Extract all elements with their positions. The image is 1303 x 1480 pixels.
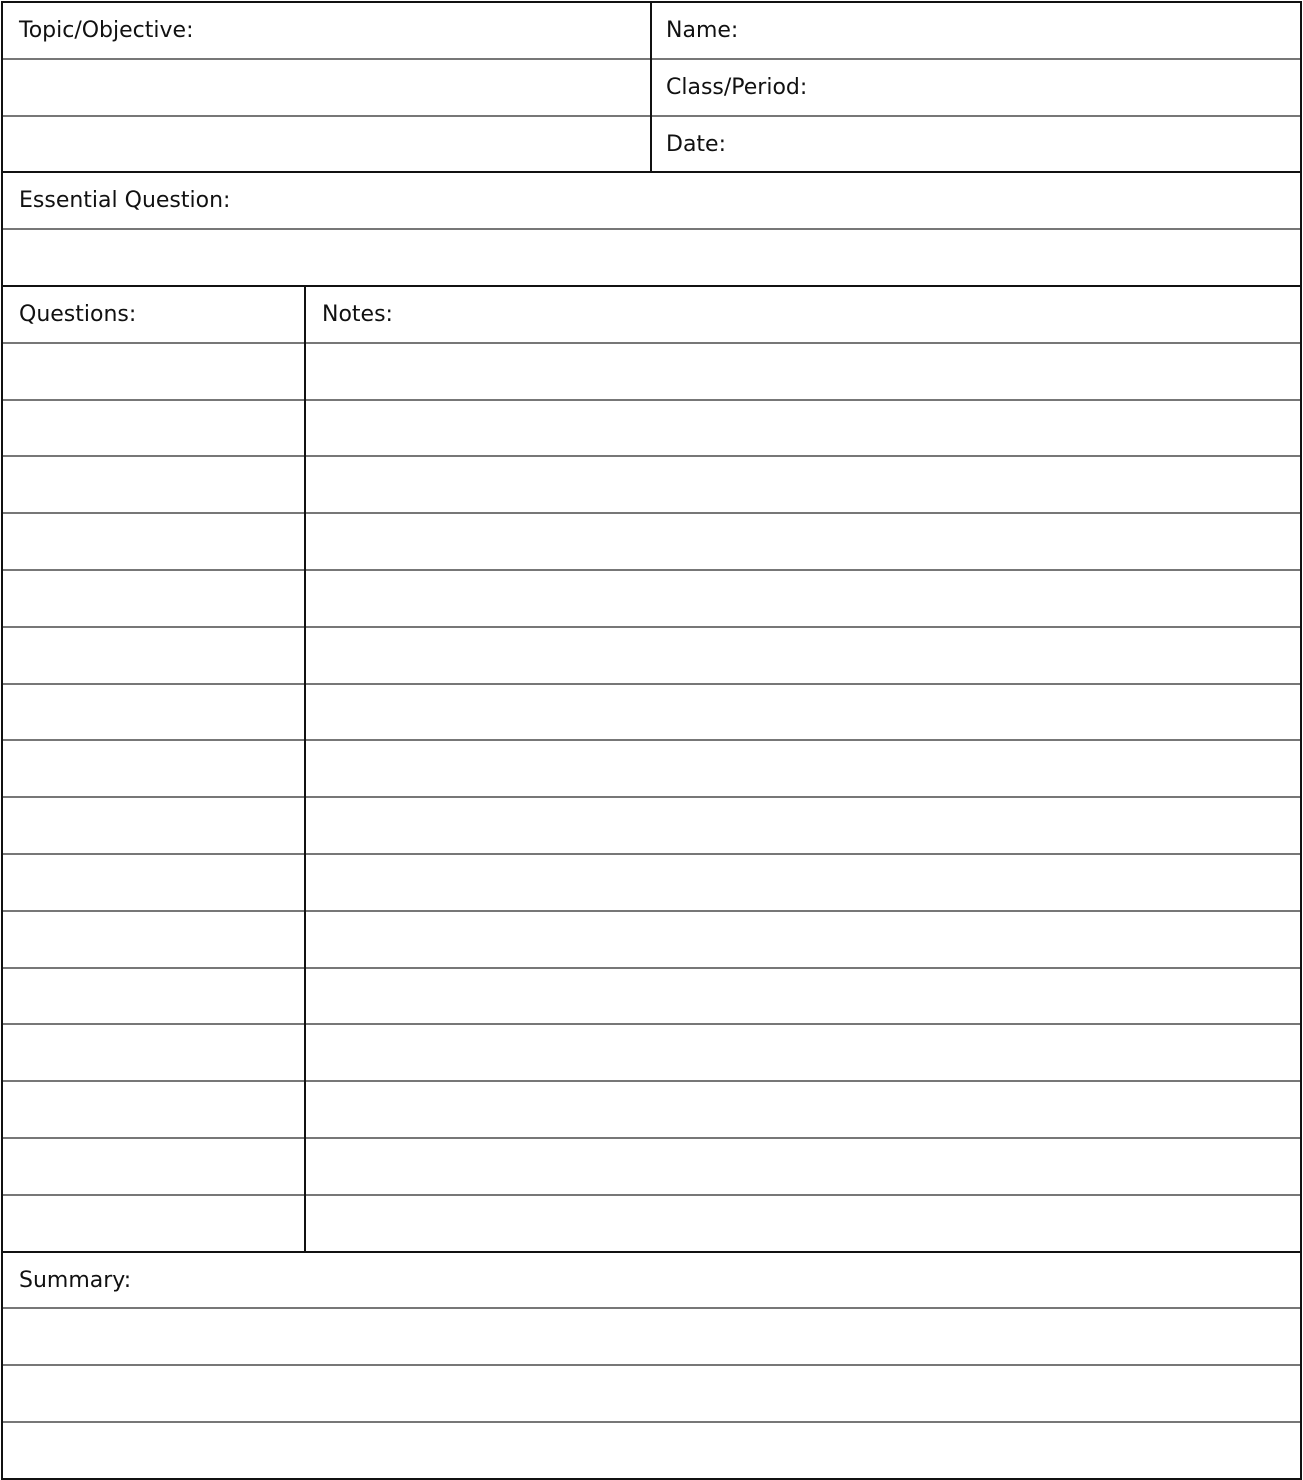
name-label: Name: [666, 18, 739, 43]
notes-line[interactable] [3, 741, 1300, 798]
notes-line[interactable] [3, 401, 1300, 458]
class-period-label: Class/Period: [666, 74, 808, 100]
essential-question-row [3, 173, 1300, 230]
notes-line[interactable] [3, 344, 1300, 401]
topic-objective-label: Topic/Objective: [19, 18, 194, 43]
notes-line[interactable] [3, 912, 1300, 969]
notes-line[interactable] [3, 798, 1300, 855]
essential-question-line[interactable] [3, 230, 1300, 287]
essential-question-label: Essential Question: [19, 188, 231, 214]
summary-line[interactable] [3, 1309, 1300, 1366]
notes-line[interactable] [3, 1082, 1300, 1139]
notes-line[interactable] [3, 457, 1300, 514]
notes-line[interactable] [3, 628, 1300, 685]
summary-header-row [3, 1253, 1300, 1310]
notes-line[interactable] [3, 571, 1300, 628]
notes-label: Notes: [322, 302, 393, 327]
header-divider [650, 3, 652, 172]
questions-notes-divider [304, 287, 306, 1253]
notes-line[interactable] [3, 855, 1300, 912]
notes-line[interactable] [3, 1139, 1300, 1196]
notes-line[interactable] [3, 969, 1300, 1026]
questions-label: Questions: [19, 302, 137, 327]
cornell-notes-sheet [1, 1, 1302, 1480]
cornell-header-row [3, 287, 1300, 344]
notes-line[interactable] [3, 514, 1300, 571]
notes-line[interactable] [3, 1196, 1300, 1253]
summary-label: Summary: [19, 1267, 132, 1293]
summary-line[interactable] [3, 1423, 1300, 1480]
summary-line[interactable] [3, 1366, 1300, 1423]
notes-line[interactable] [3, 685, 1300, 742]
notes-line[interactable] [3, 1025, 1300, 1082]
date-label: Date: [666, 131, 726, 157]
